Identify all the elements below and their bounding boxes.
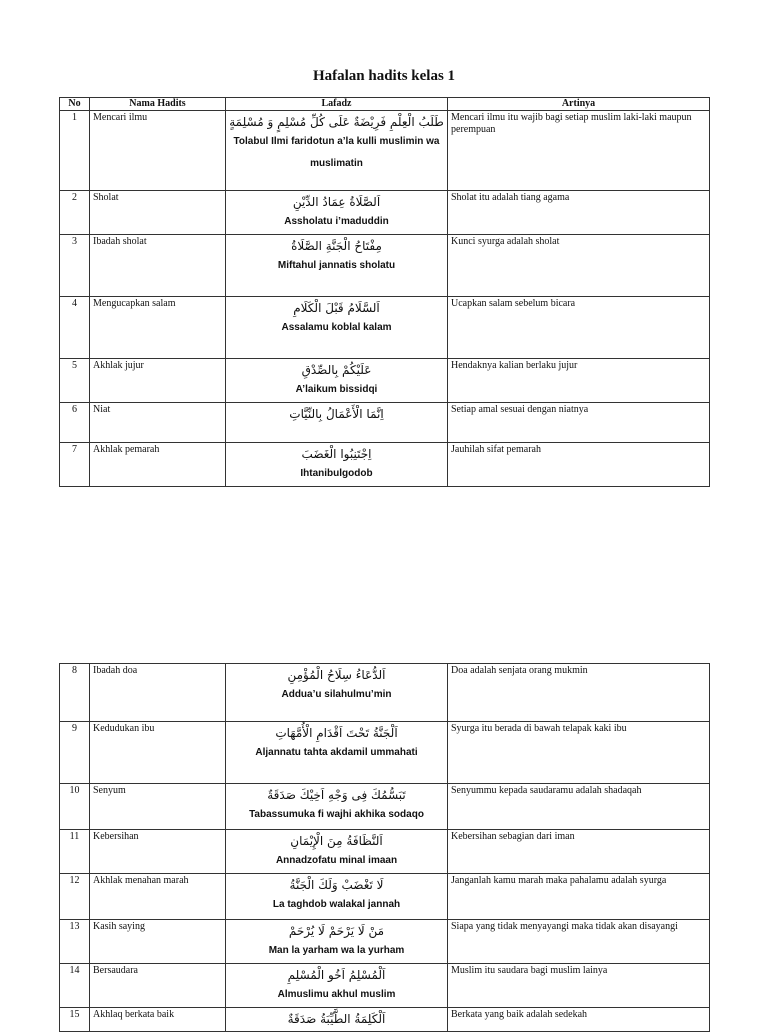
arabic-text: اِنَّمَا الْأَعْمَالُ بِالنِّيَّاتِ <box>289 407 384 421</box>
row-number: 2 <box>60 191 90 235</box>
arabic-text: اَلدُّعَاءُ سِلَاحُ الْمُؤْمِنِ <box>287 668 386 682</box>
nama-hadits-cell: Niat <box>90 403 226 443</box>
table-row <box>60 784 710 830</box>
lafadz-cell <box>226 1008 448 1032</box>
nama-hadits-cell: Kasih saying <box>90 920 226 964</box>
artinya-cell: Syurga itu berada di bawah telapak kaki ibu <box>448 722 710 784</box>
arabic-text: عَلَيْكُمْ بِالصِّدْقِ <box>301 363 372 377</box>
row-number: 12 <box>60 874 90 920</box>
lafadz-cell <box>226 235 448 297</box>
lafadz-cell <box>226 874 448 920</box>
hadits-table-page2 <box>59 663 710 1032</box>
row-number: 9 <box>60 722 90 784</box>
row-number: 14 <box>60 964 90 1008</box>
table-row <box>60 664 710 722</box>
artinya-cell: Ucapkan salam sebelum bicara <box>448 297 710 359</box>
artinya-cell: Hendaknya kalian berlaku jujur <box>448 359 710 403</box>
row-number: 5 <box>60 359 90 403</box>
lafadz-cell <box>226 920 448 964</box>
latin-transliteration: Ihtanibulgodob <box>300 468 373 479</box>
arabic-text: اَلصَّلَاةُ عِمَادُ الدِّيْنِ <box>292 195 381 209</box>
lafadz-cell <box>226 830 448 874</box>
arabic-text: طَلَبُ الْعِلْمِ فَرِيْضَةٌ عَلَى كُلِّ مُسْلِمٍ وَ مُسْلِمَةٍ <box>229 115 444 129</box>
table-row <box>60 1008 710 1032</box>
nama-hadits-cell: Mencari ilmu <box>90 111 226 191</box>
table-body-1 <box>60 111 710 487</box>
artinya-cell: Berkata yang baik adalah sedekah <box>448 1008 710 1032</box>
latin-transliteration: Tolabul Ilmi faridotun a’la kulli muslimin wa muslimatin <box>233 136 440 169</box>
lafadz-cell <box>226 403 448 443</box>
header-lafadz: Lafadz <box>226 98 448 111</box>
table-row <box>60 403 710 443</box>
table-row <box>60 874 710 920</box>
nama-hadits-cell: Sholat <box>90 191 226 235</box>
latin-transliteration: Assalamu koblal kalam <box>281 322 392 333</box>
lafadz-cell <box>226 722 448 784</box>
latin-transliteration: Addua’u silahulmu’min <box>281 689 392 700</box>
row-number: 15 <box>60 1008 90 1032</box>
arabic-text: اَلْمُسْلِمُ اَخُو الْمُسْلِمِ <box>287 968 386 982</box>
header-artinya: Artinya <box>448 98 710 111</box>
table-row <box>60 359 710 403</box>
nama-hadits-cell: Kebersihan <box>90 830 226 874</box>
row-number: 4 <box>60 297 90 359</box>
lafadz-cell <box>226 359 448 403</box>
nama-hadits-cell: Senyum <box>90 784 226 830</box>
arabic-text: اَلْكَلِمَةُ الطَّيِّبَةُ صَدَقَةٌ <box>287 1012 386 1026</box>
row-number: 6 <box>60 403 90 443</box>
arabic-text: مِفْتَاحُ الْجَنَّةِ الصَّلَاةُ <box>291 239 382 253</box>
artinya-cell: Muslim itu saudara bagi muslim lainya <box>448 964 710 1008</box>
table-body-2 <box>60 664 710 1032</box>
table-row <box>60 191 710 235</box>
hadits-table-page1 <box>59 97 710 487</box>
table-row <box>60 297 710 359</box>
artinya-cell: Siapa yang tidak menyayangi maka tidak akan disayangi <box>448 920 710 964</box>
header-no: No <box>60 98 90 111</box>
table-row <box>60 111 710 191</box>
table-row <box>60 920 710 964</box>
header-nama-hadits: Nama Hadits <box>90 98 226 111</box>
artinya-cell: Kunci syurga adalah sholat <box>448 235 710 297</box>
artinya-cell: Mencari ilmu itu wajib bagi setiap muslim laki-laki maupun perempuan <box>448 111 710 191</box>
nama-hadits-cell: Bersaudara <box>90 964 226 1008</box>
artinya-cell: Jauhilah sifat pemarah <box>448 443 710 487</box>
artinya-cell: Sholat itu adalah tiang agama <box>448 191 710 235</box>
artinya-cell: Setiap amal sesuai dengan niatnya <box>448 403 710 443</box>
nama-hadits-cell: Ibadah sholat <box>90 235 226 297</box>
table-row <box>60 235 710 297</box>
table-row <box>60 722 710 784</box>
latin-transliteration: A’laikum bissidqi <box>295 384 378 395</box>
latin-transliteration: Tabassumuka fi wajhi akhika sodaqo <box>249 809 424 820</box>
lafadz-cell <box>226 443 448 487</box>
nama-hadits-cell: Ibadah doa <box>90 664 226 722</box>
artinya-cell: Janganlah kamu marah maka pahalamu adalah syurga <box>448 874 710 920</box>
nama-hadits-cell: Mengucapkan salam <box>90 297 226 359</box>
table-row <box>60 830 710 874</box>
latin-transliteration: Aljannatu tahta akdamil ummahati <box>255 747 418 758</box>
arabic-text: مَنْ لَا يَرْحَمْ لَا يُرْحَمْ <box>288 924 385 938</box>
artinya-cell: Senyummu kepada saudaramu adalah shadaqah <box>448 784 710 830</box>
row-number: 1 <box>60 111 90 191</box>
lafadz-cell <box>226 664 448 722</box>
row-number: 7 <box>60 443 90 487</box>
arabic-text: لَا تَغْضَبْ وَلَكَ الْجَنَّةُ <box>289 878 384 892</box>
document-title: Hafalan hadits kelas 1 <box>312 68 456 84</box>
table-header-row <box>60 98 710 111</box>
nama-hadits-cell: Akhlaq berkata baik <box>90 1008 226 1032</box>
latin-transliteration: Assholatu i’maduddin <box>284 216 389 227</box>
latin-transliteration: Miftahul jannatis sholatu <box>277 260 396 271</box>
nama-hadits-cell: Kedudukan ibu <box>90 722 226 784</box>
arabic-text: اَلسَّلَامُ قَبْلَ الْكَلَامِ <box>293 301 380 315</box>
lafadz-cell <box>226 191 448 235</box>
artinya-cell: Doa adalah senjata orang mukmin <box>448 664 710 722</box>
table-row <box>60 964 710 1008</box>
latin-transliteration: Annadzofatu minal imaan <box>275 855 398 866</box>
latin-transliteration: La taghdob walakal jannah <box>272 899 401 910</box>
arabic-text: اِجْتَنِبُوا الْغَضَبَ <box>301 447 372 461</box>
lafadz-cell <box>226 111 448 191</box>
lafadz-cell <box>226 964 448 1008</box>
row-number: 11 <box>60 830 90 874</box>
lafadz-cell <box>226 784 448 830</box>
row-number: 3 <box>60 235 90 297</box>
row-number: 10 <box>60 784 90 830</box>
arabic-text: تَبَسُّمُكَ فِى وَجْهِ اَخِيْكَ صَدَقَةٌ <box>267 788 406 802</box>
arabic-text: اَلْجَنَّةُ تَحْتَ اَقْدَامِ الْأُمَّهَاتِ <box>275 726 398 740</box>
nama-hadits-cell: Akhlak jujur <box>90 359 226 403</box>
lafadz-cell <box>226 297 448 359</box>
table-row <box>60 443 710 487</box>
latin-transliteration: Man la yarham wa la yurham <box>268 945 405 956</box>
row-number: 13 <box>60 920 90 964</box>
nama-hadits-cell: Akhlak menahan marah <box>90 874 226 920</box>
artinya-cell: Kebersihan sebagian dari iman <box>448 830 710 874</box>
latin-transliteration: Almuslimu akhul muslim <box>277 989 396 1000</box>
row-number: 8 <box>60 664 90 722</box>
arabic-text: اَلنَّظَافَةُ مِنَ الْإِيْمَانِ <box>290 834 383 848</box>
nama-hadits-cell: Akhlak pemarah <box>90 443 226 487</box>
